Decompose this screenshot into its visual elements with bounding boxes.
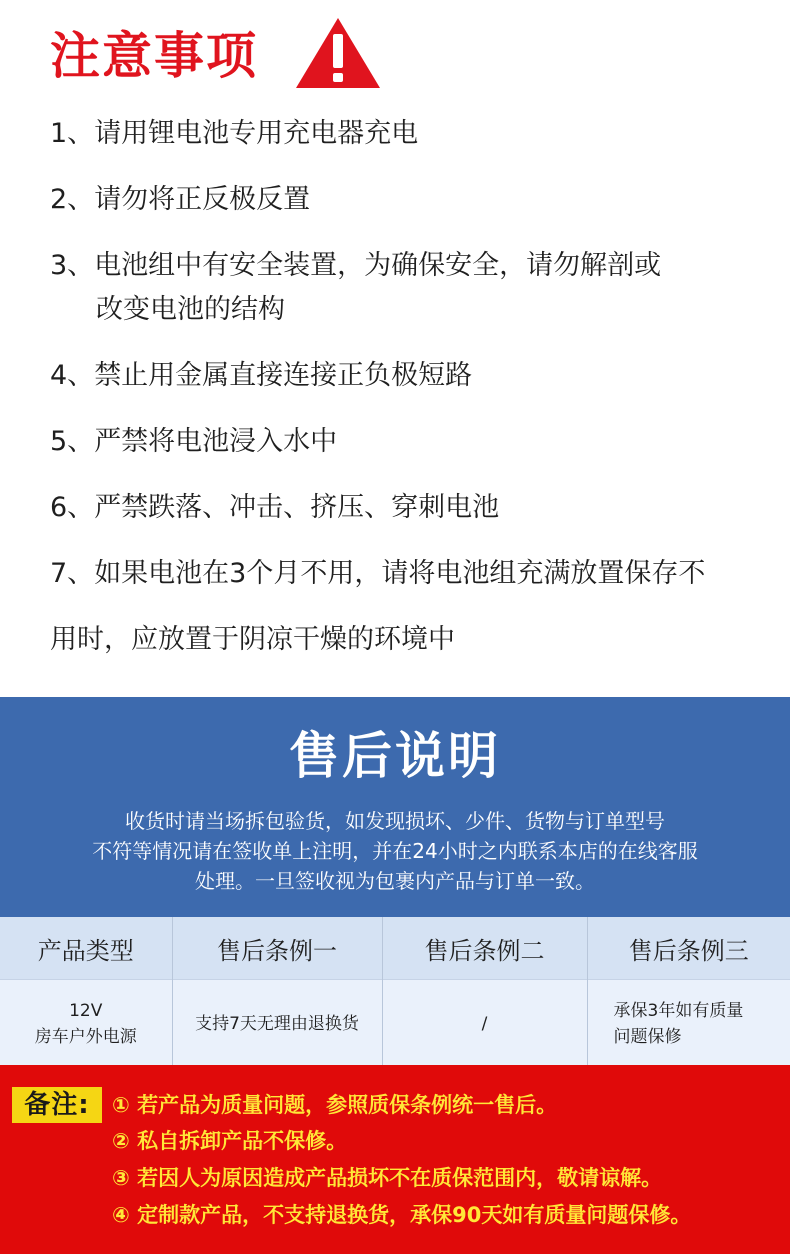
notice-rule-2 [50,178,310,222]
notice-rule-4 [50,354,472,398]
rule-text: 电池组中有安全装置，为确保安全，请勿解剖或 [94,250,662,281]
notice-rule-7-continued: 用时，应放置于阴凉干燥的环境中 [50,624,455,655]
after-sales-desc-line-2: 不符等情况请在签收单上注明，并在24小时之内联系本店的在线客服 [92,839,698,863]
rule-number: 7、 [50,558,95,589]
notice-rule-5 [50,420,337,464]
rule-text: 如果电池在3个月不用，请将电池组充满放置保存不 [94,558,706,589]
rule-number: 4、 [50,360,95,391]
rule-number: 2、 [50,184,95,215]
product-voltage: 12V [69,1001,103,1021]
notice-rule-1 [50,112,418,156]
after-sales-section [0,697,790,917]
header-clause-1: 售后条例一 [172,917,382,980]
rule-number: 6、 [50,492,95,523]
rule-text: 请用锂电池专用充电器充电 [94,118,419,149]
rule-number: 1、 [50,118,95,149]
remark-section [0,1065,790,1254]
rule-text: 严禁将电池浸入水中 [94,426,338,457]
notice-rule-3-continued: 改变电池的结构 [96,294,285,325]
cell-clause-2: / [382,980,587,1069]
header-clause-3: 售后条例三 [587,917,790,980]
header-product-type: 产品类型 [0,917,172,980]
after-sales-desc-line-1: 收货时请当场拆包验货，如发现损坏、少件、货物与订单型号 [125,809,665,833]
remark-item-4: ④ 定制款产品，不支持退换货，承保90天如有质量问题保修。 [112,1203,692,1227]
notice-title: 注意事项 [50,27,258,85]
warning-triangle-icon [294,16,382,90]
remark-item-1: ① 若产品为质量问题，参照质保条例统一售后。 [112,1093,558,1117]
table-header-row [0,917,790,980]
rule-number: 5、 [50,426,95,457]
remark-item-2: ② 私自拆卸产品不保修。 [112,1129,348,1153]
after-sales-desc-line-3: 处理。一旦签收视为包裹内产品与订单一致。 [195,869,595,893]
rule-text: 严禁跌落、冲击、挤压、穿刺电池 [94,492,500,523]
remark-label: 备注: [12,1087,102,1123]
rule-text: 禁止用金属直接连接正负极短路 [94,360,473,391]
cell-product-type [0,980,172,1069]
cell-clause-3 [587,980,790,1069]
after-sales-title: 售后说明 [289,727,501,785]
rule-text: 请勿将正反极反置 [94,184,311,215]
product-name: 房车户外电源 [34,1027,137,1047]
remark-item-3: ③ 若因人为原因造成产品损坏不在质保范围内，敬请谅解。 [112,1166,663,1190]
notice-rule-3 [50,244,661,288]
clause-3-line-2: 问题保修 [613,1027,682,1047]
cell-clause-1: 支持7天无理由退换货 [172,980,382,1069]
notice-rule-7 [50,552,705,596]
clause-3-line-1: 承保3年如有质量 [613,1001,744,1021]
header-clause-2: 售后条例二 [382,917,587,980]
table-row [0,980,790,1069]
rule-number: 3、 [50,250,95,281]
after-sales-table [0,917,790,1068]
notice-rule-6 [50,486,499,530]
